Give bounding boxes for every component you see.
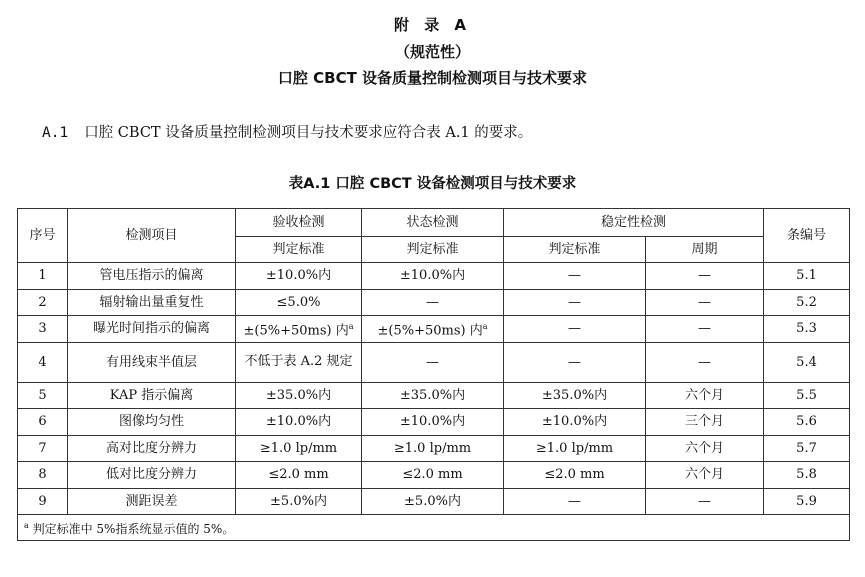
table-row <box>18 263 850 290</box>
cell-acceptance: 不低于表 A.2 规定 <box>236 342 362 382</box>
table-row <box>18 316 850 343</box>
cell-clause: 5.1 <box>764 263 850 290</box>
appendix-title: 附 录 A <box>393 16 472 34</box>
cell-seq: 2 <box>18 289 68 316</box>
cell-item: 高对比度分辨力 <box>68 435 236 462</box>
cell-status: ±10.0%内 <box>362 409 504 436</box>
footnote-text: 判定标准中 5%指系统显示值的 5%。 <box>32 522 235 536</box>
header-stability: 稳定性检测 <box>504 209 764 237</box>
cell-stability-criterion: — <box>504 342 646 382</box>
cell-stability-criterion: ≥1.0 lp/mm <box>504 435 646 462</box>
cell-status <box>362 316 504 343</box>
footnote-mark: a <box>482 322 488 332</box>
cell-period: — <box>646 263 764 290</box>
cell-status: ≥1.0 lp/mm <box>362 435 504 462</box>
cell-clause: 5.9 <box>764 488 850 515</box>
header-acceptance: 验收检测 <box>236 209 362 237</box>
header-seq: 序号 <box>18 209 68 263</box>
cell-stability-criterion: — <box>504 289 646 316</box>
cell-item: 测距误差 <box>68 488 236 515</box>
cell-clause: 5.4 <box>764 342 850 382</box>
cell-item: 曝光时间指示的偏离 <box>68 316 236 343</box>
cell-clause: 5.6 <box>764 409 850 436</box>
cell-clause: 5.2 <box>764 289 850 316</box>
clause-a1 <box>42 121 532 142</box>
cell-stability-criterion: — <box>504 263 646 290</box>
cell-period: — <box>646 342 764 382</box>
cell-status: ≤2.0 mm <box>362 462 504 489</box>
cell-seq: 7 <box>18 435 68 462</box>
cell-period: — <box>646 289 764 316</box>
cell-acceptance-text: ±(5%+50ms) 内 <box>243 323 349 339</box>
cell-acceptance: ±10.0%内 <box>236 263 362 290</box>
footnote-mark: a <box>24 521 29 530</box>
cell-acceptance: ≤5.0% <box>236 289 362 316</box>
cell-seq: 4 <box>18 342 68 382</box>
cell-acceptance: ≤2.0 mm <box>236 462 362 489</box>
table-row <box>18 488 850 515</box>
cell-item: 管电压指示的偏离 <box>68 263 236 290</box>
table-footnote <box>18 515 850 541</box>
cell-stability-criterion: — <box>504 488 646 515</box>
cell-stability-criterion: ±35.0%内 <box>504 382 646 409</box>
cell-status-text: ±(5%+50ms) 内 <box>377 323 483 339</box>
cell-clause: 5.8 <box>764 462 850 489</box>
requirements-table <box>17 208 850 541</box>
cell-status: ±35.0%内 <box>362 382 504 409</box>
header-status: 状态检测 <box>362 209 504 237</box>
cell-item: 有用线束半值层 <box>68 342 236 382</box>
cell-status: — <box>362 342 504 382</box>
cell-seq: 6 <box>18 409 68 436</box>
table-row <box>18 382 850 409</box>
cell-acceptance: ±5.0%内 <box>236 488 362 515</box>
cell-period: 六个月 <box>646 462 764 489</box>
cell-stability-criterion: ±10.0%内 <box>504 409 646 436</box>
cell-item: 辐射输出量重复性 <box>68 289 236 316</box>
table-caption: 表A.1 口腔 CBCT 设备检测项目与技术要求 <box>288 176 577 192</box>
cell-acceptance: ±35.0%内 <box>236 382 362 409</box>
clause-number: A.1 <box>42 125 69 141</box>
cell-period: 六个月 <box>646 435 764 462</box>
table-row <box>18 409 850 436</box>
subheader-stability-criterion: 判定标准 <box>504 237 646 263</box>
cell-stability-criterion: ≤2.0 mm <box>504 462 646 489</box>
footnote-mark: a <box>348 322 354 332</box>
cell-status: ±10.0%内 <box>362 263 504 290</box>
table-row <box>18 289 850 316</box>
cell-stability-criterion: — <box>504 316 646 343</box>
cell-status: ±5.0%内 <box>362 488 504 515</box>
cell-seq: 1 <box>18 263 68 290</box>
cell-acceptance <box>236 316 362 343</box>
header-row <box>18 209 850 237</box>
header-item: 检测项目 <box>68 209 236 263</box>
clause-text: 口腔 CBCT 设备质量控制检测项目与技术要求应符合表 A.1 的要求。 <box>84 125 533 141</box>
cell-seq: 5 <box>18 382 68 409</box>
cell-clause: 5.5 <box>764 382 850 409</box>
cell-seq: 9 <box>18 488 68 515</box>
cell-status: — <box>362 289 504 316</box>
cell-period: 三个月 <box>646 409 764 436</box>
cell-acceptance: ≥1.0 lp/mm <box>236 435 362 462</box>
cell-item: KAP 指示偏离 <box>68 382 236 409</box>
cell-acceptance: ±10.0%内 <box>236 409 362 436</box>
cell-period: — <box>646 316 764 343</box>
table-row <box>18 435 850 462</box>
table-row <box>18 462 850 489</box>
cell-item: 图像均匀性 <box>68 409 236 436</box>
header-clause-no: 条编号 <box>764 209 850 263</box>
footnote-row <box>18 515 850 541</box>
cell-item: 低对比度分辨力 <box>68 462 236 489</box>
subheader-status-criterion: 判定标准 <box>362 237 504 263</box>
cell-seq: 8 <box>18 462 68 489</box>
cell-period: 六个月 <box>646 382 764 409</box>
subheader-acceptance-criterion: 判定标准 <box>236 237 362 263</box>
subheader-period: 周期 <box>646 237 764 263</box>
cell-period: — <box>646 488 764 515</box>
cell-seq: 3 <box>18 316 68 343</box>
cell-clause: 5.3 <box>764 316 850 343</box>
appendix-heading: 口腔 CBCT 设备质量控制检测项目与技术要求 <box>277 69 588 87</box>
cell-clause: 5.7 <box>764 435 850 462</box>
table-row <box>18 342 850 382</box>
appendix-normative-label: （规范性） <box>394 43 470 61</box>
